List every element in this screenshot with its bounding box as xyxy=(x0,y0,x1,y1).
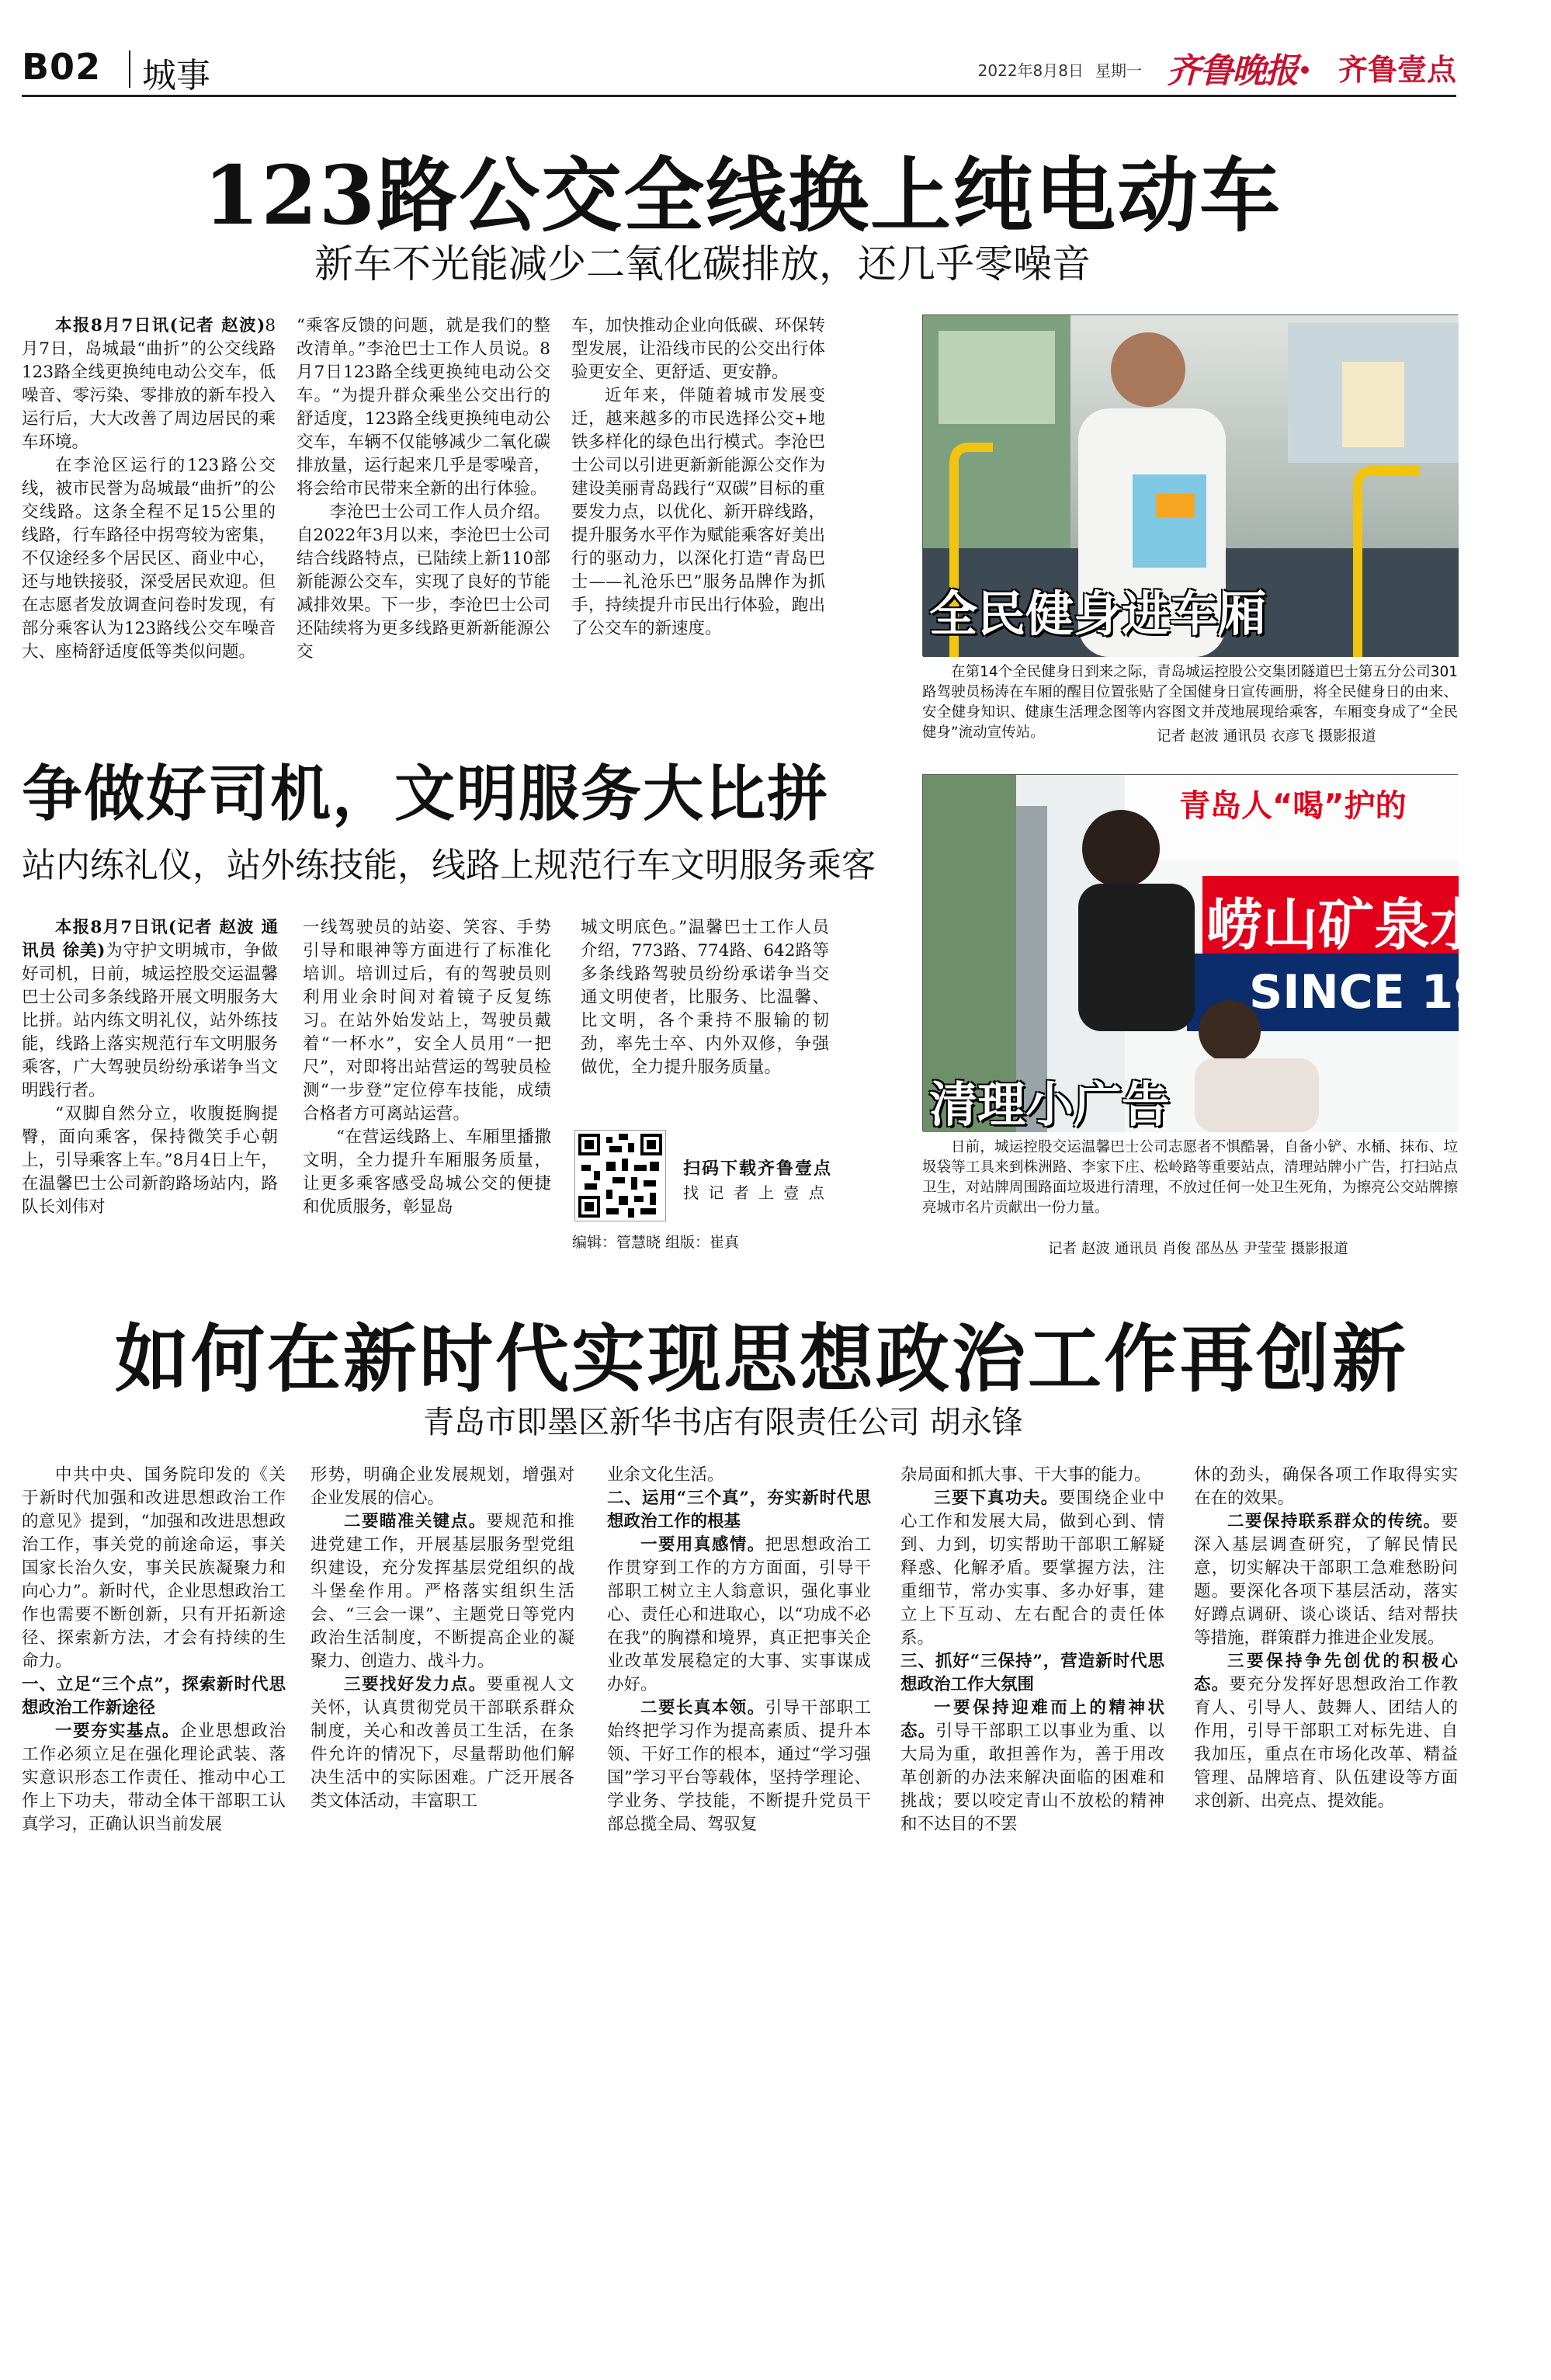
article3-byline: 青岛市即墨区新华书店有限责任公司 胡永锋 xyxy=(423,1405,1023,1440)
article3-paragraph: 三要下真功夫。要围绕企业中心工作和发展大局，做到心到、情到、力到，切实帮助干部职工解疑释惑、化解矛盾。要掌握方法，注重细节，常办实事、多办好事，建立上下互动、左右配合的责任体系。 xyxy=(900,1489,1164,1648)
article1-subheadline: 新车不光能减少二氧化碳排放，还几乎零噪音 xyxy=(314,241,1091,287)
photo-clean-ads xyxy=(922,774,1551,1133)
article3-headline: 如何在新时代实现思想政治工作再创新 xyxy=(115,1316,1409,1402)
photo2-credit: 记者 赵波 通讯员 肖俊 邵丛丛 尹莹莹 摄影报道 xyxy=(1048,1241,1348,1257)
qr-code-image xyxy=(575,1131,665,1221)
article3-paragraph: 一要保持迎难而上的精神状态。引导干部职工以事业为重、以大局为重，敢担善作为，善于用改革创新的办法来解决面临的困难和挑战；要以咬定青山不放松的精神和不达目的不罢 xyxy=(900,1698,1164,1834)
article1-column-1 xyxy=(22,314,276,664)
article3-paragraph: 二要长真本领。引导干部职工始终把学习作为提高素质、提升本领、干好工作的根本，通过“学习强国”学习平台等载体，坚持学理论、学业务、学技能，不断提升党员干部总揽全局、驾驭复 xyxy=(607,1698,871,1834)
article2-subheadline: 站内练礼仪，站外练技能，线路上规范行车文明服务乘客 xyxy=(22,846,876,885)
photo1-credit: 记者 赵波 通讯员 衣彦飞 摄影报道 xyxy=(1157,728,1376,745)
article3-paragraph: 三要保持争先创优的积极心态。要充分发挥好思想政治工作教育人、引导人、鼓舞人、团结人的作用，引导干部职工对标先进、自我加压，重点在市场化改革、精益管理、品牌培育、队伍建设等方面求创新、出亮点、提效能。 xyxy=(1194,1652,1458,1811)
photo1-caption-title: 全民健身进车厢 xyxy=(929,585,1267,642)
issue-weekday: 星期一 xyxy=(1095,61,1142,80)
qr-code[interactable] xyxy=(574,1130,666,1221)
article1-paragraph: “乘客反馈的问题，就是我们的整改清单。”李沧巴士工作人员说。8月7日123路全线更换纯电动公交车。“为提升群众乘坐公交出行的舒适度，123路全线更换纯电动公交车，车辆不仅能够减少二氧化碳排放量，运行起来几乎是零噪音，将会给市民带来全新的出行体验。 xyxy=(297,316,550,499)
section-name: 城事 xyxy=(142,56,210,96)
article3-section-heading: 三、抓好“三保持”，营造新时代思想政治工作大氛围 xyxy=(900,1652,1164,1694)
photo1-caption-text: 在第14个全民健身日到来之际，青岛城运控股公交集团隧道巴士第五分公司301路驾驶员杨涛在车厢的醒目位置张贴了全国健身日宣传画册，将全民健身日的由来、安全健身知识、健康生活理念图等内容图文并茂地展现给乘客，车厢变身成了“全民健身”流动宣传站。 xyxy=(922,664,1458,741)
masthead-divider xyxy=(129,50,130,88)
article1-paragraph: 近年来，伴随着城市发展变迁，越来越多的市民选择公交+地铁多样化的绿色出行模式。李沧巴士公司以引进更新新能源公交作为建设美丽青岛践行“双碳”目标的重要发力点，以优化、新开辟线路，提升服务水平作为赋能乘客好美出行的驱动力，以深化打造“青岛巴士——礼沧乐巴”服务品牌作为抓手，持续提升市民出行体验，跑出了公交车的新速度。 xyxy=(571,386,825,638)
article3-keypoint: 二要瞄准关键点。 xyxy=(344,1512,487,1531)
article3-keypoint: 二要长真本领。 xyxy=(640,1698,765,1718)
article3-paragraph: 一要夯实基点。企业思想政治工作必须立足在强化理论武装、落实意识形态工作责任、推动中心工作上下功夫，带动全体干部职工认真学习，正确认识当前发展 xyxy=(22,1722,286,1834)
article2-paragraph: 为守护文明城市，争做好司机，日前，城运控股交运温馨巴士公司多条线路开展文明服务大比拼。站内练文明礼仪，站外练技能，线路上落实规范行车文明服务乘客，广大驾驶员纷纷承诺争当文明践行者。 xyxy=(22,941,278,1100)
article3-paragraph: 中共中央、国务院印发的《关于新时代加强和改进思想政治工作的意见》提到，“加强和改进思想政治工作，事关党的前途命运，事关国家长治久安，事关民族凝聚力和向心力”。新时代，企业思想政治工作也需要不断创新，只有开拓新途径、探索新方法，才会有持续的生命力。 xyxy=(22,1465,286,1671)
article2-paragraph: 城文明底色。”温馨巴士工作人员介绍，773路、774路、642路等多条线路驾驶员纷纷承诺争当交通文明使者，比服务、比温馨、比文明，各个秉持不服输的韧劲，率先士卒、内外双修，争强做优，全力提升服务质量。 xyxy=(581,918,829,1077)
article1-paragraph: 8月7日，岛城最“曲折”的公交线路123路全线更换纯电动公交车，低噪音、零污染、零排放的新车投入运行后，大大改善了周边居民的乘车环境。 xyxy=(22,316,276,452)
article3-paragraph: 二要保持联系群众的传统。要深入基层调查研究，了解民情民意，切实解决干部职工急难愁盼问题。要深化各项下基层活动，落实好蹲点调研、谈心谈话、结对帮扶等措施，群策群力推进企业发展。 xyxy=(1194,1512,1458,1648)
logo-dot xyxy=(1301,66,1309,74)
article3-paragraph: 三要找好发力点。要重视人文关怀，认真贯彻党员干部联系群众制度，关心和改善员工生活，在条件允许的情况下，尽量帮助他们解决生活中的实际困难。广泛开展各类文体活动，丰富职工 xyxy=(311,1675,574,1811)
article1-headline: 123路公交全线换上纯电动车 xyxy=(203,148,1282,243)
article3-column-2 xyxy=(311,1464,574,1813)
article3-column-3 xyxy=(607,1464,871,1836)
page-number: B02 xyxy=(22,46,102,88)
poster-brand: 崂山矿泉水 xyxy=(1206,891,1487,957)
article1-paragraph: 在李沧区运行的123路公交线，被市民誉为岛城最“曲折”的公交线路。这条全程不足15公里的线路，行车路径中拐弯较为密集，不仅途经多个居民区、商业中心，还与地铁接驳，深受居民欢迎。但在志愿者发放调查问卷时发现，有部分乘客认为123路线公交车噪音大、座椅舒适度低等类似问题。 xyxy=(22,456,276,662)
article3-keypoint: 一要保持迎难而上的精神状态。 xyxy=(900,1698,1164,1741)
article1-column-3 xyxy=(571,314,825,641)
issue-date: 2022年8月8日 xyxy=(977,61,1084,80)
photo2-caption xyxy=(922,1138,1458,1218)
article1-dateline: 本报8月7日讯(记者 赵波) xyxy=(55,316,265,335)
article2-dateline: 本报8月7日讯(记者 赵波 通讯员 徐美) xyxy=(22,918,278,961)
photo2-caption-text: 日前，城运控股交运温馨巴士公司志愿者不惧酷暑，自备小铲、水桶、抹布、垃圾袋等工具来到株洲路、李家下庄、松岭路等重要站点，清理站牌小广告，打扫站点卫生，对站牌周围路面垃圾进行清理，不放过任何一处卫生死角，为擦亮公交站牌擦亮城市名片贡献出一份力量。 xyxy=(922,1139,1458,1216)
article3-keypoint: 一要夯实基点。 xyxy=(55,1722,180,1741)
article3-paragraph: 业余文化生活。 xyxy=(607,1465,724,1485)
article3-keypoint: 三要找好发力点。 xyxy=(344,1675,487,1694)
article3-paragraph: 休的劲头，确保各项工作取得实实在在的效果。 xyxy=(1194,1465,1458,1508)
qr-caption-download: 扫码下载齐鲁壹点 xyxy=(683,1159,833,1179)
photo2-caption-title: 清理小广告 xyxy=(929,1076,1171,1133)
masthead xyxy=(22,43,1456,97)
article3-keypoint: 一要用真感情。 xyxy=(640,1535,765,1555)
article1-paragraph: 李沧巴士公司工作人员介绍。自2022年3月以来，李沧巴士公司结合线路特点，已陆续上新110部新能源公交车，实现了良好的节能减排效果。下一步，李沧巴士公司还陆续将为更多线路更新新能源公交 xyxy=(297,502,550,662)
poster-since: SINCE 1900 xyxy=(1249,965,1551,1020)
article3-keypoint: 二要保持联系群众的传统。 xyxy=(1227,1512,1442,1531)
article2-column-2 xyxy=(303,916,551,1219)
qr-caption-reporter: 找 记 者 上 壹 点 xyxy=(683,1183,827,1202)
article3-keypoint: 三要保持争先创优的积极心态。 xyxy=(1194,1652,1458,1694)
article2-headline: 争做好司机，文明服务大比拼 xyxy=(22,759,830,829)
app-logo: 齐鲁壹点 xyxy=(1338,53,1456,87)
photo-bus-fitness xyxy=(922,314,1458,656)
article3-section-heading: 二、运用“三个真”，夯实新时代思想政治工作的根基 xyxy=(607,1489,871,1531)
poster-slogan: 青岛人“喝”护的 xyxy=(1179,788,1407,824)
article3-section-heading: 一、立足“三个点”，探索新时代思想政治工作新途径 xyxy=(22,1675,286,1718)
article1-paragraph: 车，加快推动企业向低碳、环保转型发展，让沿线市民的公交出行体验更安全、更舒适、更安静。 xyxy=(571,316,825,382)
article3-keypoint: 三要下真功夫。 xyxy=(934,1489,1059,1508)
editor-credit: 编辑：管慧晓 组版：崔真 xyxy=(572,1234,740,1251)
article3-paragraph: 形势，明确企业发展规划，增强对企业发展的信心。 xyxy=(311,1465,574,1508)
article3-column-1 xyxy=(22,1464,286,1836)
article2-paragraph: 一线驾驶员的站姿、笑容、手势引导和眼神等方面进行了标准化培训。培训过后，有的驾驶员则利用业余时间对着镜子反复练习。在站外始发站上，驾驶员戴着“一杯水”，安全人员用“一把尺”，对即将出站营运的驾驶员检测“一步登”定位停车技能，成绩合格者方可离站运营。 xyxy=(303,918,551,1124)
article2-paragraph: “在营运线路上、车厢里播撒文明，全力提升车厢服务质量，让更多乘客感受岛城公交的便捷和优质服务，彰显岛 xyxy=(303,1127,551,1217)
article2-paragraph: “双脚自然分立，收腹挺胸提臀，面向乘客，保持微笑手心朝上，引导乘客上车。”8月4日上午，在温馨巴士公司新韵路场站内，路队长刘伟对 xyxy=(22,1104,278,1217)
article3-paragraph: 二要瞄准关键点。要规范和推进党建工作，开展基层服务型党组织建设，充分发挥基层党组织的战斗堡垒作用。严格落实组织生活会、“三会一课”、主题党日等党内政治生活制度，不断提高企业的凝聚力、创造力、战斗力。 xyxy=(311,1512,574,1671)
article3-column-5 xyxy=(1194,1464,1458,1813)
article3-paragraph: 一要用真感情。把思想政治工作贯穿到工作的方方面面，引导干部职工树立主人翁意识，强化事业心、责任心和进取心，以“功成不必在我”的胸襟和境界，真正把事关企业改革发展稳定的大事、实事谋成办好。 xyxy=(607,1535,871,1694)
article2-column-1 xyxy=(22,916,278,1219)
article3-column-4 xyxy=(900,1464,1164,1836)
article3-paragraph: 杂局面和抓大事、干大事的能力。 xyxy=(900,1465,1151,1485)
article2-column-3 xyxy=(581,916,829,1079)
article1-column-2 xyxy=(297,314,550,664)
newspaper-logo: 齐鲁晚报 xyxy=(1167,51,1297,91)
